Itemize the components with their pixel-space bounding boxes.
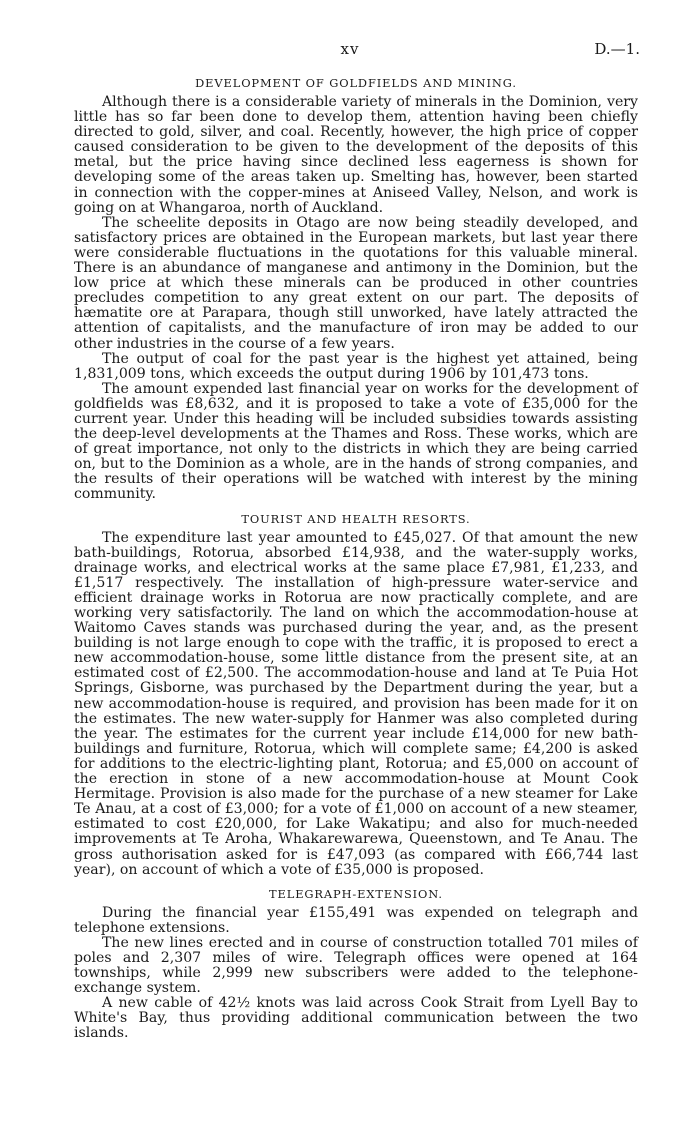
- paragraph: The output of coal for the past year is the highest yet attained, being 1,831,009 tons, which exceeds the output during 1906 by 101,473 tons.: [74, 350, 638, 382]
- document-reference: D.—1.: [594, 40, 640, 58]
- paragraph: The scheelite deposits in Otago are now being steadily developed, and satisfactory prices are obtained in the European markets, but last year there were considerable fluctuations in the quotations for this valuable mineral. There is an abundance of manganese and antimony in the Dominion, but the low price at which these minerals can be produced in other countries precludes competition to any great extent on our part. The deposits of hæmatite ore at Parapara, though still unworked, have lately attracted the attention of capitalists, and the manufacture of iron may be added to our other industries in the course of a few years.: [74, 214, 638, 352]
- paragraph: The new lines erected and in course of construction totalled 701 miles of poles and 2,307 miles of wire. Telegraph offices were opened at 164 townships, while 2,999 new subscribers were added to the telephone-exchange system.: [74, 934, 638, 997]
- section-title-goldfields: DEVELOPMENT OF GOLDFIELDS AND MINING.: [195, 76, 517, 90]
- paragraph: The amount expended last financial year on works for the development of goldfields was £8,632, and it is proposed to take a vote of £35,000 for the current year. Under this heading will be included subsidies towards assisting the deep-level developments at the Thames and Ross. These works, which are of great importance, not only to the districts in which they are being carried on, but to the Dominion as a whole, are in the hands of strong companies, and the results of their operations will be watched with interest by the mining community.: [74, 380, 638, 503]
- paragraph: A new cable of 42½ knots was laid across Cook Strait from Lyell Bay to White's Bay, thus providing additional communication between the two islands.: [74, 995, 638, 1042]
- paragraph: The expenditure last year amounted to £45,027. Of that amount the new bath-buildings, Rotorua, absorbed £14,938, and the water-supply works, drainage works, and electrical works at the same place £7,981, £1,233, and £1,517 respectively. The installation of high-pressure water-service and efficient drainage works in Rotorua are now practically complete, and are working very satisfactorily. The land on which the accommodation-house at Waitomo Caves stands was purchased during the year, and, as the present building is not large enough to cope with the traffic, it is proposed to erect a new accommodation-house, some little distance from the present site, at an estimated cost of £2,500. The accommodation-house and land at Te Puia Hot Springs, Gisborne, was purchased by the Department during the year, but a new accommodation-house is required, and provision has been made for it on the estimates. The new water-supply for Hanmer was also completed during the year. The estimates for the current year include £14,000 for new bath-buildings and furniture, Rotorua, which will complete same; £4,200 is asked for additions to the electric-lighting plant, Rotorua; and £5,000 on account of the erection in stone of a new accommodation-house at Mount Cook Hermitage. Provision is also made for the purchase of a new steamer for Lake Te Anau, at a cost of £3,000; for a vote of £1,000 on account of a new steamer, estimated to cost £20,000, for Lake Wakatipu; and also for much-needed improvements at Te Aroha, Whakarewarewa, Queenstown, and Te Anau. The gross authorisation asked for is £47,093 (as compared with £66,744 last year), on account of which a vote of £35,000 is proposed.: [74, 529, 638, 878]
- body-text: [74, 76, 638, 1042]
- paragraph: Although there is a considerable variety of minerals in the Dominion, very little has so far been done to develop them, attention having been chiefly directed to gold, silver, and coal. Recently, however, the high price of copper caused consideration to be given to the development of the deposits of this metal, but the price having since declined less eagerness is shown for developing some of the areas taken up. Smelting has, however, been started in connection with the copper-mines at Aniseed Valley, Nelson, and work is going on at Whangaroa, north of Auckland.: [74, 94, 638, 216]
- page-header: [0, 40, 700, 60]
- section-title-tourist: TOURIST AND HEALTH RESORTS.: [241, 511, 471, 526]
- page-number: xv: [340, 40, 360, 58]
- paragraph: During the financial year £155,491 was expended on telegraph and telephone extensions.: [74, 904, 638, 936]
- section-title-telegraph: TELEGRAPH-EXTENSION.: [269, 886, 443, 901]
